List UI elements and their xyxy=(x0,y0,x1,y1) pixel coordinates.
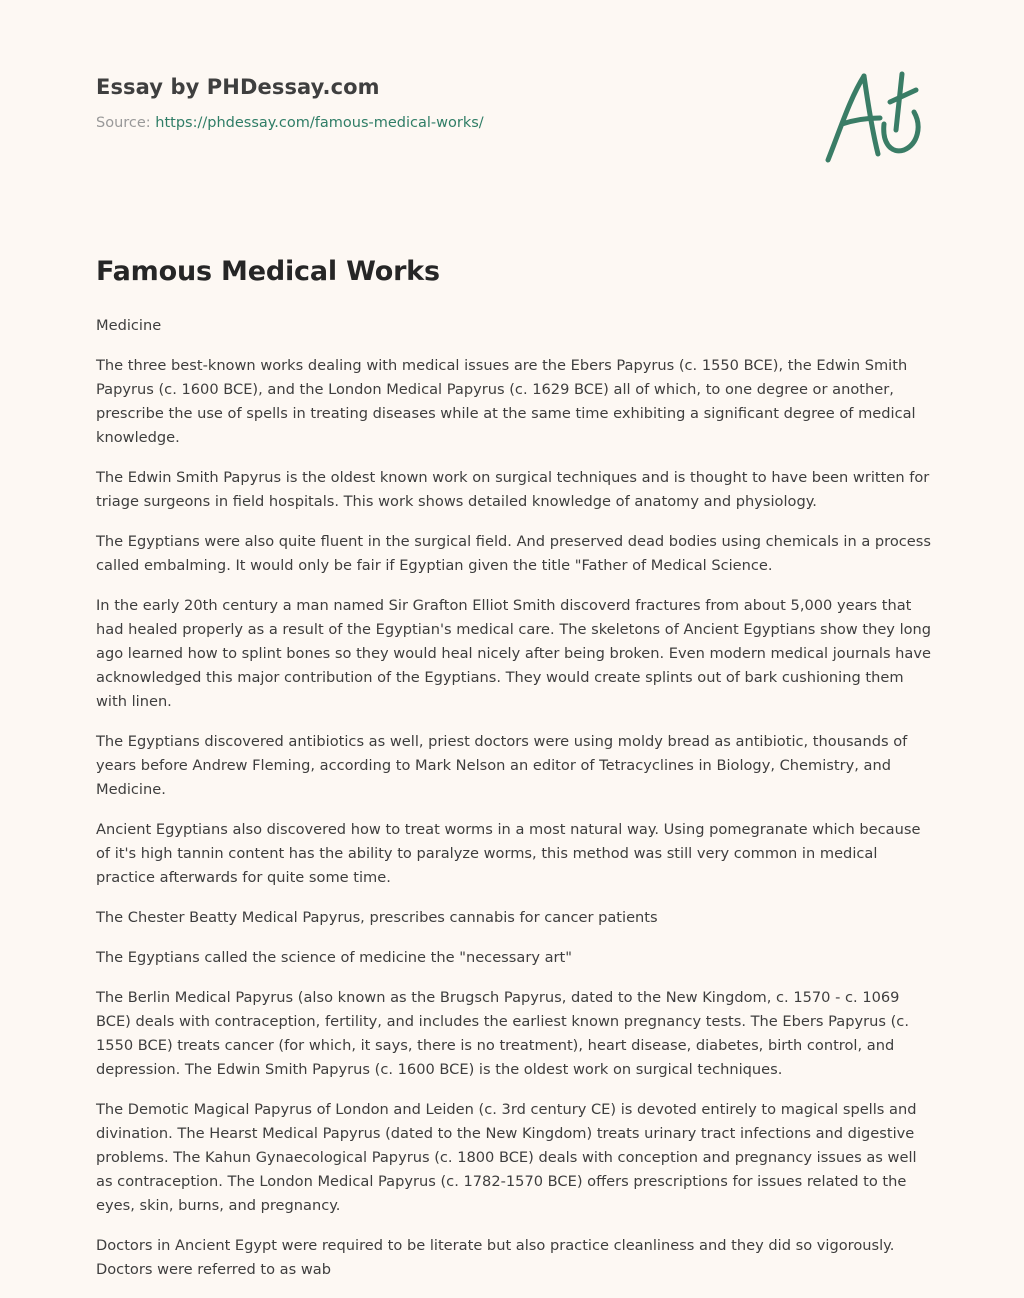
essay-paragraph: The three best-known works dealing with medical issues are the Ebers Papyrus (c. 1550 BCE), the Edwin Smith Papyrus (c. 1600 BCE), and the London Medical Papyrus (c. 1629 BCE) all of which, to one degree or another, prescribe the use of spells in treating diseases while at the same time exhibiting a significant degree of medical knowledge. xyxy=(96,357,916,446)
essay-category: Medicine xyxy=(96,317,162,334)
brand-title: Essay by PHDessay.com xyxy=(96,75,380,99)
essay-paragraph: The Egyptians discovered antibiotics as well, priest doctors were using moldy bread as antibiotic, thousands of years before Andrew Fleming, according to Mark Nelson an editor of Tetracyclines in Biology, Chemistry, and Medicine. xyxy=(96,733,908,798)
essay-paragraph: The Chester Beatty Medical Papyrus, prescribes cannabis for cancer patients xyxy=(96,909,658,926)
a-plus-grade-icon xyxy=(818,64,930,168)
essay-paragraph: The Egyptians called the science of medicine the "necessary art" xyxy=(96,949,572,966)
essay-paragraph: The Demotic Magical Papyrus of London and Leiden (c. 3rd century CE) is devoted entirely to magical spells and divination. The Hearst Medical Papyrus (dated to the New Kingdom) treats urinary tract infections and digestive problems. The Kahun Gynaecological Papyrus (c. 1800 BCE) deals with conception and pregnancy issues as well as contraception. The London Medical Papyrus (c. 1782-1570 BCE) offers prescriptions for issues related to the eyes, skin, burns, and pregnancy. xyxy=(96,1101,917,1214)
source-label: Source: xyxy=(96,115,156,131)
essay-body xyxy=(96,314,932,1298)
page-header xyxy=(96,75,484,131)
essay-paragraph: Ancient Egyptians also discovered how to treat worms in a most natural way. Using pomegranate which because of it's high tannin content has the ability to paralyze worms, this method was still very common in medical practice afterwards for quite some time. xyxy=(96,821,921,886)
essay-paragraph: The Egyptians were also quite fluent in the surgical field. And preserved dead bodies using chemicals in a process called embalming. It would only be fair if Egyptian given the title "Father of Medical Science. xyxy=(96,533,931,574)
essay-paragraph: In the early 20th century a man named Sir Grafton Elliot Smith discoverd fractures from about 5,000 years that had healed properly as a result of the Egyptian's medical care. The skeletons of Ancient Egyptians show they long ago learned how to splint bones so they would heal nicely after being broken. Even modern medical journals have acknowledged this major contribution of the Egyptians. They would create splints out of bark cushioning them with linen. xyxy=(96,597,932,710)
essay-title: Famous Medical Works xyxy=(96,256,440,287)
essay-paragraph: Doctors in Ancient Egypt were required to be literate but also practice cleanliness and they did so vigorously. Doctors were referred to as wab xyxy=(96,1237,895,1278)
essay-paragraph: The Berlin Medical Papyrus (also known as the Brugsch Papyrus, dated to the New Kingdom, c. 1570 - c. 1069 BCE) deals with contraception, fertility, and includes the earliest known pregnancy tests. The Ebers Papyrus (c. 1550 BCE) treats cancer (for which, it says, there is no treatment), heart disease, diabetes, birth control, and depression. The Edwin Smith Papyrus (c. 1600 BCE) is the oldest work on surgical techniques. xyxy=(96,989,909,1078)
essay-paragraph: The Edwin Smith Papyrus is the oldest known work on surgical techniques and is thought to have been written for triage surgeons in field hospitals. This work shows detailed knowledge of anatomy and physiology. xyxy=(96,469,930,510)
source-link[interactable]: https://phdessay.com/famous-medical-works/ xyxy=(155,115,484,131)
source-line xyxy=(96,115,484,131)
